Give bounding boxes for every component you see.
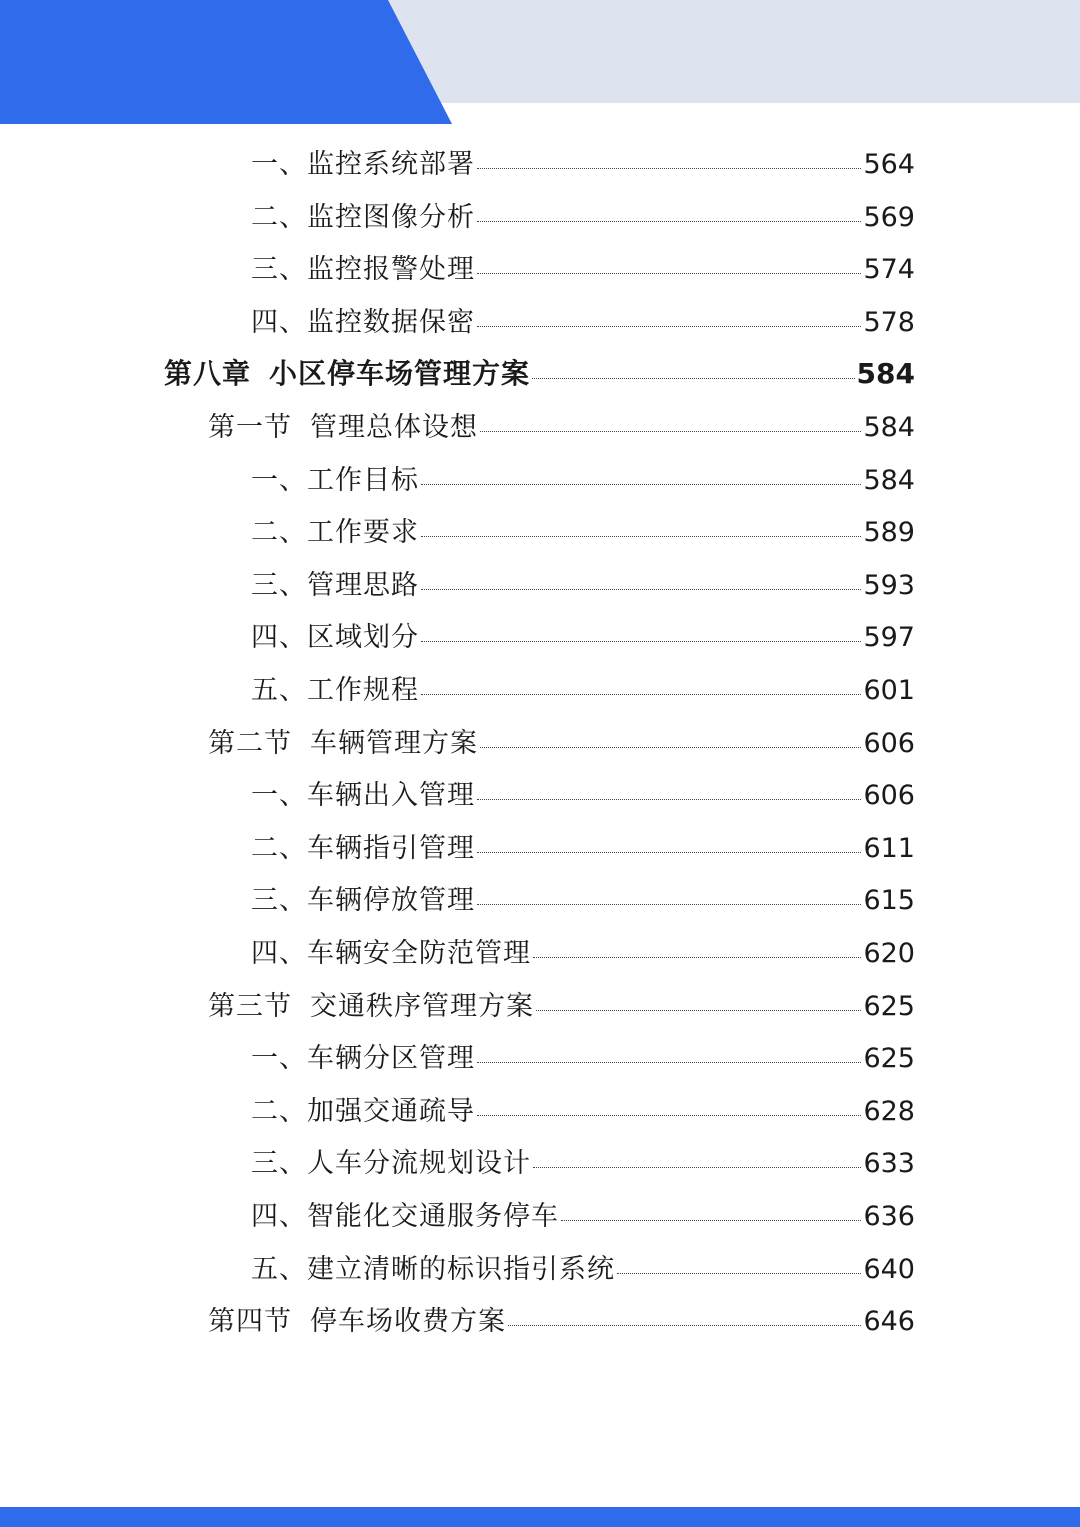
toc-item-entry[interactable]	[251, 300, 915, 340]
toc-dot-leader	[480, 431, 861, 432]
toc-entry-title: 管理总体设想	[310, 412, 478, 443]
toc-item-entry[interactable]	[251, 510, 915, 550]
toc-entry-number: 三、	[251, 885, 307, 917]
toc-entry-number: 二、	[251, 201, 307, 233]
toc-entry-page-number: 640	[863, 1253, 915, 1285]
toc-entry-title: 工作目标	[307, 464, 419, 496]
toc-entry-number: 三、	[251, 569, 307, 601]
toc-entry-number: 第四节	[208, 1306, 292, 1338]
toc-entry-number: 三、	[251, 254, 307, 286]
toc-entry-title: 车辆停放管理	[307, 885, 475, 917]
toc-entry-number: 一、	[251, 1043, 307, 1075]
toc-item-entry[interactable]	[251, 615, 915, 655]
toc-dot-leader	[533, 957, 861, 958]
toc-entry-title: 停车场收费方案	[310, 1306, 506, 1338]
toc-entry-title: 区域划分	[307, 622, 419, 654]
toc-entry-page-number: 578	[863, 306, 915, 338]
toc-dot-leader	[533, 1167, 861, 1168]
toc-entry-title: 监控数据保密	[307, 306, 475, 338]
toc-entry-number: 二、	[251, 517, 307, 549]
toc-item-entry[interactable]	[251, 1194, 915, 1234]
toc-entry-title: 车辆管理方案	[310, 727, 478, 759]
toc-item-entry[interactable]	[251, 458, 915, 498]
toc-entry-number: 三、	[251, 1148, 307, 1180]
toc-entry-title: 车辆出入管理	[307, 780, 475, 812]
toc-dot-leader	[508, 1325, 861, 1326]
toc-entry-page-number: 584	[863, 464, 915, 496]
toc-dot-leader	[421, 641, 861, 642]
toc-item-entry[interactable]	[251, 1089, 915, 1129]
toc-entry-title: 智能化交通服务停车	[307, 1201, 559, 1232]
toc-dot-leader	[477, 326, 861, 327]
toc-entry-title: 监控系统部署	[307, 149, 475, 180]
toc-entry-page-number: 615	[863, 885, 915, 917]
toc-dot-leader	[477, 168, 861, 169]
toc-entry-page-number: 606	[863, 780, 915, 812]
toc-dot-leader	[561, 1220, 861, 1221]
toc-entry-page-number: 564	[863, 149, 915, 180]
toc-section-entry[interactable]	[208, 984, 915, 1024]
toc-dot-leader	[421, 536, 861, 537]
toc-entry-number: 一、	[251, 464, 307, 496]
toc-entry-page-number: 569	[863, 201, 915, 233]
toc-entry-number: 一、	[251, 149, 307, 180]
toc-entry-title: 监控报警处理	[307, 254, 475, 286]
toc-entry-title: 车辆安全防范管理	[307, 938, 531, 969]
toc-entry-page-number: 584	[863, 412, 915, 443]
toc-entry-title: 加强交通疏导	[307, 1095, 475, 1127]
toc-entry-page-number: 574	[863, 254, 915, 286]
toc-dot-leader	[477, 1062, 861, 1063]
toc-item-entry[interactable]	[251, 195, 915, 235]
toc-section-entry[interactable]	[208, 405, 915, 445]
toc-dot-leader	[532, 378, 855, 379]
toc-item-entry[interactable]	[251, 1247, 915, 1287]
toc-entry-number: 四、	[251, 306, 307, 338]
toc-dot-leader	[421, 484, 861, 485]
toc-chapter-entry[interactable]	[164, 352, 915, 392]
toc-entry-number: 四、	[251, 938, 307, 969]
toc-item-entry[interactable]	[251, 1036, 915, 1076]
toc-entry-page-number: 646	[863, 1306, 915, 1338]
toc-dot-leader	[477, 904, 861, 905]
toc-entry-number: 第八章	[164, 357, 252, 391]
toc-entry-page-number: 628	[863, 1095, 915, 1127]
toc-entry-title: 小区停车场管理方案	[269, 357, 531, 391]
toc-entry-page-number: 611	[863, 832, 915, 864]
toc-entry-number: 二、	[251, 832, 307, 864]
toc-dot-leader	[421, 589, 861, 590]
toc-item-entry[interactable]	[251, 668, 915, 708]
toc-entry-page-number: 597	[863, 622, 915, 654]
toc-entry-number: 四、	[251, 622, 307, 654]
toc-dot-leader	[477, 1115, 861, 1116]
toc-entry-title: 管理思路	[307, 569, 419, 601]
toc-entry-page-number: 625	[863, 1043, 915, 1075]
toc-entry-number: 五、	[251, 675, 307, 706]
toc-item-entry[interactable]	[251, 142, 915, 182]
toc-dot-leader	[421, 694, 861, 695]
toc-entry-page-number: 620	[863, 938, 915, 969]
toc-entry-title: 人车分流规划设计	[307, 1148, 531, 1180]
toc-entry-page-number: 625	[863, 990, 915, 1022]
toc-entry-number: 第三节	[208, 990, 292, 1022]
toc-dot-leader	[617, 1273, 861, 1274]
toc-entry-number: 二、	[251, 1095, 307, 1127]
toc-entry-number: 第一节	[208, 412, 292, 443]
toc-section-entry[interactable]	[208, 721, 915, 761]
toc-dot-leader	[477, 852, 861, 853]
toc-entry-page-number: 633	[863, 1148, 915, 1180]
toc-item-entry[interactable]	[251, 563, 915, 603]
toc-entry-page-number: 606	[863, 727, 915, 759]
toc-entry-page-number: 601	[863, 675, 915, 706]
toc-section-entry[interactable]	[208, 1299, 915, 1339]
toc-item-entry[interactable]	[251, 931, 915, 971]
toc-dot-leader	[477, 221, 861, 222]
toc-item-entry[interactable]	[251, 247, 915, 287]
footer-bar	[0, 1507, 1080, 1527]
toc-dot-leader	[477, 273, 861, 274]
toc-entry-page-number: 589	[863, 517, 915, 549]
toc-dot-leader	[480, 747, 861, 748]
toc-entry-title: 监控图像分析	[307, 201, 475, 233]
toc-item-entry[interactable]	[251, 1141, 915, 1181]
toc-entry-page-number: 636	[863, 1201, 915, 1232]
toc-entry-title: 车辆指引管理	[307, 832, 475, 864]
toc-entry-number: 第二节	[208, 727, 292, 759]
toc-item-entry[interactable]	[251, 878, 915, 918]
toc-entry-title: 工作要求	[307, 517, 419, 549]
toc-entry-title: 建立清晰的标识指引系统	[307, 1253, 615, 1285]
toc-dot-leader	[477, 799, 861, 800]
toc-entry-number: 五、	[251, 1253, 307, 1285]
toc-item-entry[interactable]	[251, 773, 915, 813]
toc-entry-title: 交通秩序管理方案	[310, 990, 534, 1022]
toc-dot-leader	[536, 1010, 861, 1011]
toc-item-entry[interactable]	[251, 826, 915, 866]
toc-entry-number: 四、	[251, 1201, 307, 1232]
toc-entry-title: 车辆分区管理	[307, 1043, 475, 1075]
toc-entry-number: 一、	[251, 780, 307, 812]
toc-entry-title: 工作规程	[307, 675, 419, 706]
toc-entry-page-number: 584	[856, 357, 915, 391]
toc-entry-page-number: 593	[863, 569, 915, 601]
